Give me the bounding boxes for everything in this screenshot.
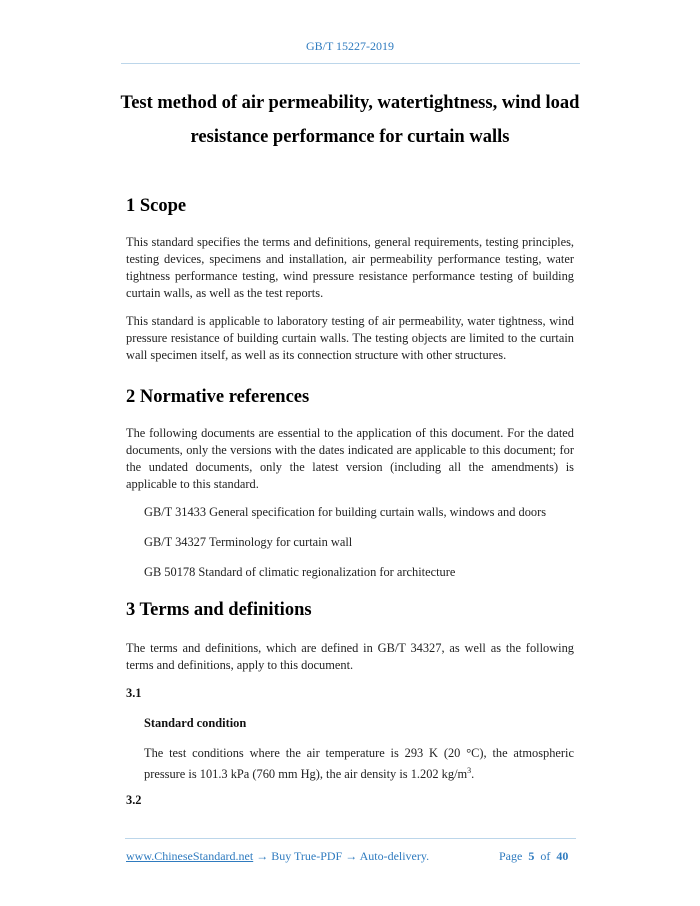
page-label: Page <box>499 849 523 863</box>
reference-item: GB 50178 Standard of climatic regionalization for architecture <box>144 565 456 579</box>
page-indicator <box>499 849 568 864</box>
term-title: Standard condition <box>144 716 247 730</box>
section-heading-scope: 1 Scope <box>126 196 187 216</box>
clause-number-3-2: 3.2 <box>126 793 142 807</box>
term-definition <box>144 745 574 783</box>
term-definition-text: The test conditions where the air temperature is 293 K (20 °C), the atmospheric pressure is 101.3 kPa (760 mm Hg), the air density is 1.202 kg/m <box>144 746 574 782</box>
document-number-header: GB/T 15227-2019 <box>305 39 395 53</box>
footer-promo-text: → Buy True-PDF → Auto-delivery. <box>253 849 430 863</box>
clause-number-3-1: 3.1 <box>126 686 142 700</box>
title-line-2: resistance performance for curtain walls <box>190 127 510 147</box>
title-line-1: Test method of air permeability, watertightness, wind load <box>120 93 580 113</box>
of-label: of <box>540 849 551 863</box>
reference-item: GB/T 31433 General specification for building curtain walls, windows and doors <box>144 505 547 519</box>
scope-paragraph-2: This standard is applicable to laboratory testing of air permeability, water tightness, wind pressure resistance of building curtain walls. The testing objects are limited to the curtain wall specimen itself, as well as its connection structure with other structures. <box>126 314 574 362</box>
header-divider <box>121 63 580 64</box>
website-link[interactable]: www.ChineseStandard.net <box>126 849 254 863</box>
reference-item: GB/T 34327 Terminology for curtain wall <box>144 535 353 549</box>
document-title <box>120 86 580 154</box>
footer-divider <box>125 838 576 839</box>
current-page: 5 <box>528 849 535 863</box>
section-heading-normative-references: 2 Normative references <box>126 387 310 407</box>
footer-promo <box>126 849 429 864</box>
total-pages: 40 <box>556 849 569 863</box>
normative-paragraph: The following documents are essential to the application of this document. For the dated documents, only the versions with the dates indicated are applicable to this document; for the undated documents, only the latest version (including all the amendments) is applicable to this standard. <box>126 426 574 491</box>
term-definition-end: . <box>471 767 475 782</box>
section-heading-terms-definitions: 3 Terms and definitions <box>126 600 312 620</box>
terms-paragraph: The terms and definitions, which are defined in GB/T 34327, as well as the following terms and definitions, apply to this document. <box>126 641 574 672</box>
scope-paragraph-1: This standard specifies the terms and definitions, general requirements, testing principles, testing devices, specimens and installation, air permeability performance testing, water tightness performance testing, wind pressure resistance performance testing of building curtain walls, as well as the test reports. <box>126 235 574 300</box>
superscript: 3 <box>467 766 472 775</box>
